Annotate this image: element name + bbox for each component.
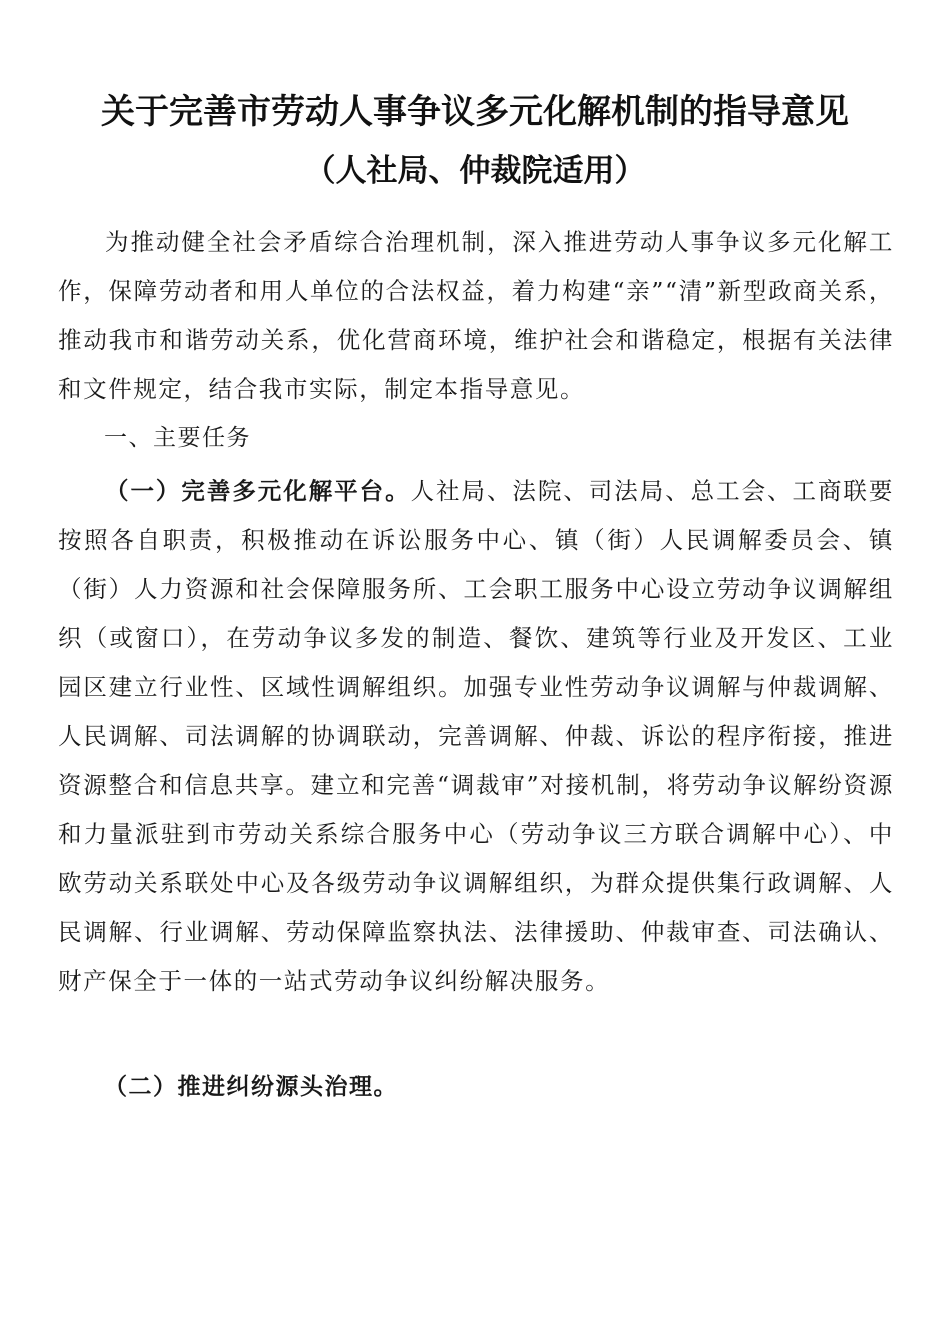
title-subtitle: （人社局、仲裁院适用） [304, 153, 646, 189]
section-heading-main-tasks: 一、主要任务 [104, 425, 251, 451]
document-title [0, 82, 950, 200]
title-main: 关于完善市劳动人事争议多元化解机制的指导意见 [101, 92, 849, 132]
item-2-heading: （二）推进纠纷源头治理。 [104, 1073, 398, 1100]
item-1-lead: （一）完善多元化解平台。 [105, 477, 411, 505]
item-1-paragraph [58, 467, 894, 1006]
intro-paragraph: 为推动健全社会矛盾综合治理机制，深入推进劳动人事争议多元化解工作，保障劳动者和用人单位的合法权益，着力构建“亲”“清”新型政商关系，推动我市和谐劳动关系，优化营商环境，维护社会和谐稳定，根据有关法律和文件规定，结合我市实际，制定本指导意见。 [58, 228, 894, 403]
item-1-body: 人社局、法院、司法局、总工会、工商联要按照各自职责，积极推动在诉讼服务中心、镇（街）人民调解委员会、镇（街）人力资源和社会保障服务所、工会职工服务中心设立劳动争议调解组织（或窗口），在劳动争议多发的制造、餐饮、建筑等行业及开发区、工业园区建立行业性、区域性调解组织。加强专业性劳动争议调解与仲裁调解、人民调解、司法调解的协调联动，完善调解、仲裁、诉讼的程序衔接，推进资源整合和信息共享。建立和完善“调裁审”对接机制，将劳动争议解纷资源和力量派驻到市劳动关系综合服务中心（劳动争议三方联合调解中心）、中欧劳动关系联处中心及各级劳动争议调解组织，为群众提供集行政调解、人民调解、行业调解、劳动保障监察执法、法律援助、仲裁审查、司法确认、财产保全于一体的一站式劳动争议纠纷解决服务。 [58, 477, 894, 995]
